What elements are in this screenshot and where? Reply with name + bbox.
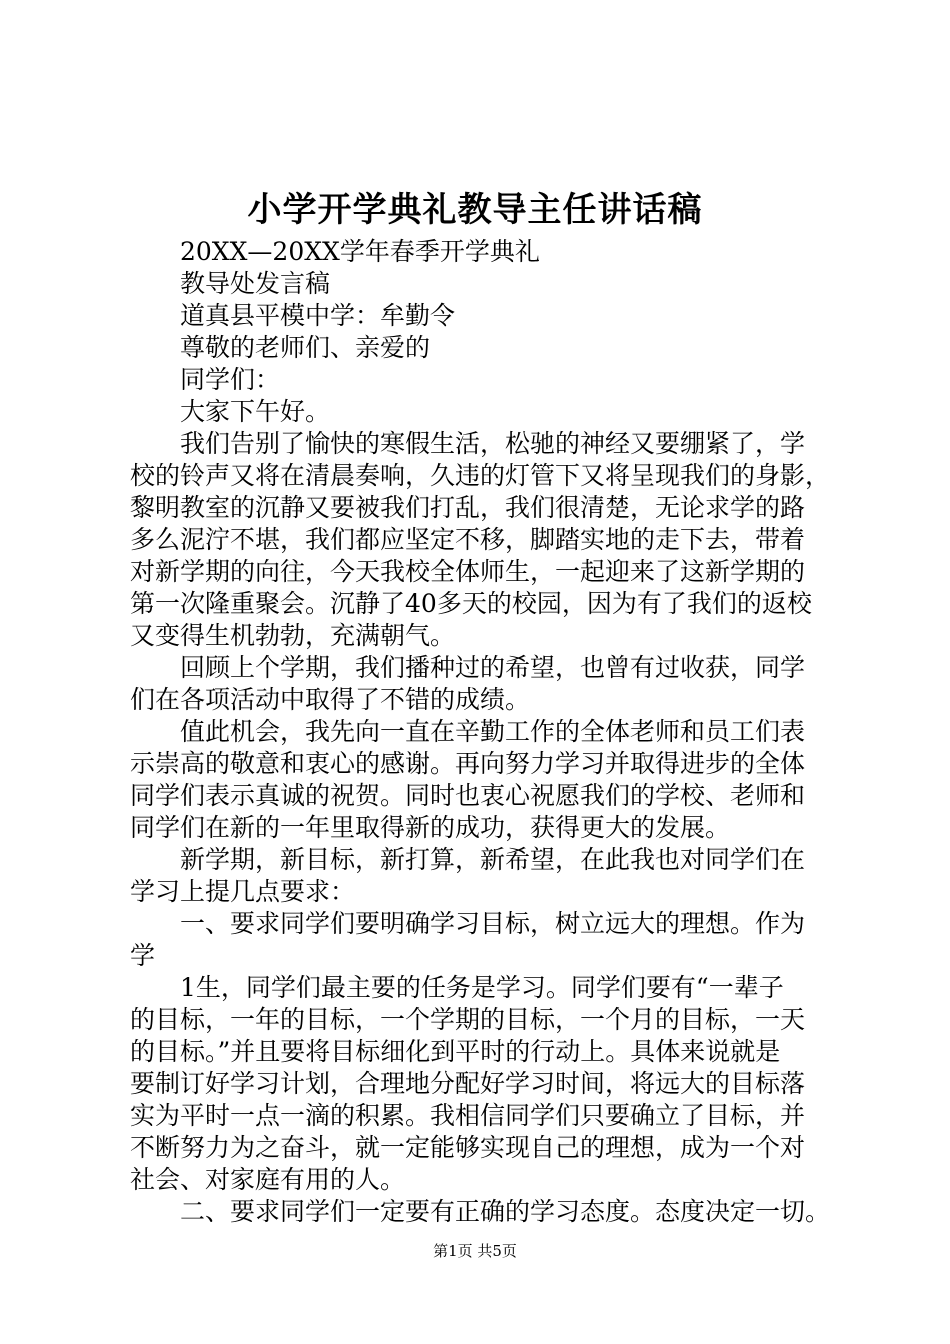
text-line: 要制订好学习计划，合理地分配好学习时间，将远大的目标落 — [130, 1069, 806, 1098]
text-line: 又变得生机勃勃，充满朝气。 — [130, 621, 456, 650]
text-line: 大家下午好。 — [180, 397, 331, 426]
text-line: 学 — [130, 941, 156, 970]
text-line: 同学们在新的一年里取得新的成功，获得更大的发展。 — [130, 813, 731, 842]
text-line: 教导处发言稿 — [180, 269, 331, 298]
text-line: 学习上提几点要求： — [130, 877, 356, 906]
text-line: 1生，同学们最主要的任务是学习。同学们要有“一辈子 — [180, 973, 784, 1002]
text-line: 值此机会，我先向一直在辛勤工作的全体老师和员工们表 — [180, 717, 806, 746]
text-line: 实为平时一点一滴的积累。我相信同学们只要确立了目标，并 — [130, 1101, 806, 1130]
text-line: 们在各项活动中取得了不错的成绩。 — [130, 685, 531, 714]
document-title: 小学开学典礼教导主任讲话稿 — [247, 190, 703, 230]
text-line: 对新学期的向往，今天我校全体师生，一起迎来了这新学期的 — [130, 557, 806, 586]
text-line: 示崇高的敬意和衷心的感谢。再向努力学习并取得进步的全体 — [130, 749, 806, 778]
text-line: 的目标。”并且要将目标细化到平时的行动上。具体来说就是 — [130, 1037, 781, 1066]
text-line: 校的铃声又将在清晨奏响，久违的灯管下又将呈现我们的身影， — [130, 461, 831, 490]
text-line: 社会、对家庭有用的人。 — [130, 1165, 406, 1194]
text-line: 我们告别了愉快的寒假生活，松驰的神经又要绷紧了，学 — [180, 429, 806, 458]
text-line: 20XX—20XX学年春季开学典礼 — [180, 237, 540, 266]
text-line: 同学们： — [180, 365, 281, 394]
text-line: 的目标，一年的目标，一个学期的目标，一个月的目标，一天 — [130, 1005, 806, 1034]
document-body — [130, 236, 830, 1228]
text-line: 回顾上个学期，我们播种过的希望，也曾有过收获，同学 — [180, 653, 806, 682]
text-line: 不断努力为之奋斗，就一定能够实现自己的理想，成为一个对 — [130, 1133, 806, 1162]
text-line: 黎明教室的沉静又要被我们打乱，我们很清楚，无论求学的路 — [130, 493, 806, 522]
text-line: 第一次隆重聚会。沉静了40多天的校园，因为有了我们的返校 — [130, 589, 812, 618]
text-line: 尊敬的老师们、亲爱的 — [180, 333, 431, 362]
text-line: 一、要求同学们要明确学习目标，树立远大的理想。作为 — [180, 909, 806, 938]
text-line: 多么泥泞不堪，我们都应坚定不移，脚踏实地的走下去，带着 — [130, 525, 806, 554]
text-line: 同学们表示真诚的祝贺。同时也衷心祝愿我们的学校、老师和 — [130, 781, 806, 810]
page-number-footer: 第1页 共5页 — [433, 1242, 517, 1260]
text-line: 道真县平模中学：牟勤令 — [180, 301, 456, 330]
text-line: 新学期，新目标，新打算，新希望，在此我也对同学们在 — [180, 845, 806, 874]
text-line: 二、要求同学们一定要有正确的学习态度。态度决定一切。 — [180, 1197, 831, 1226]
